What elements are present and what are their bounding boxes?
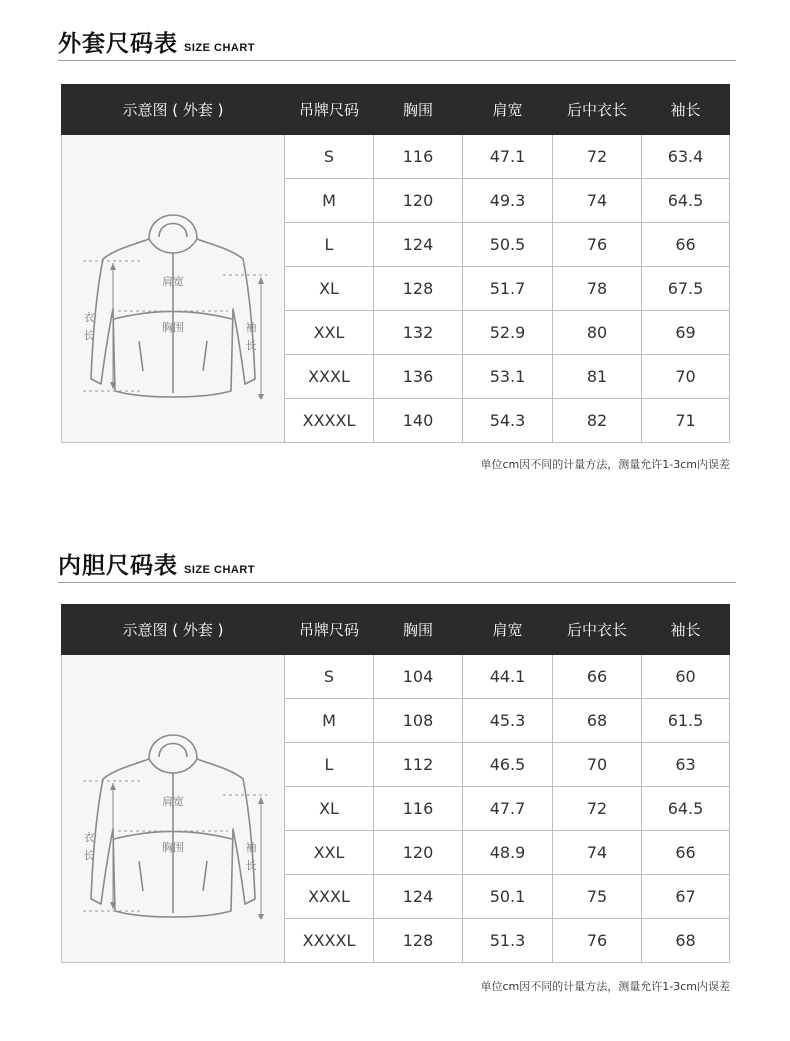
- length-cell: 75: [553, 875, 642, 919]
- chest-label: 胸围: [162, 840, 184, 854]
- size-cell: M: [285, 699, 374, 743]
- inner-measurement-note: 单位cm因不同的计量方法，测量允许1-3cm内误差: [480, 980, 730, 993]
- jacket-diagram-cell: [62, 655, 285, 963]
- sleeve-cell: 63: [642, 743, 730, 787]
- jacket-diagram-icon: [73, 179, 273, 399]
- chest-cell: 120: [374, 831, 463, 875]
- sleeve-cell: 69: [642, 311, 730, 355]
- table-row: [62, 655, 730, 699]
- size-cell: XL: [285, 787, 374, 831]
- outer-divider: [58, 60, 736, 61]
- size-cell: XXXL: [285, 875, 374, 919]
- sleeve-cell: 64.5: [642, 787, 730, 831]
- shoulder-cell: 54.3: [463, 399, 553, 443]
- sleeve-cell: 68: [642, 919, 730, 963]
- shoulder-cell: 44.1: [463, 655, 553, 699]
- sleeve-label-bottom: 长: [245, 858, 257, 872]
- chest-cell: 124: [374, 875, 463, 919]
- sleeve-cell: 67: [642, 875, 730, 919]
- inner-header-row: [62, 605, 730, 655]
- shoulder-cell: 47.1: [463, 135, 553, 179]
- length-cell: 66: [553, 655, 642, 699]
- chest-cell: 124: [374, 223, 463, 267]
- chest-cell: 128: [374, 267, 463, 311]
- size-cell: XL: [285, 267, 374, 311]
- chest-cell: 104: [374, 655, 463, 699]
- header-sleeve: 袖长: [642, 85, 730, 135]
- size-cell: XXL: [285, 311, 374, 355]
- shoulder-cell: 51.7: [463, 267, 553, 311]
- header-back-length: 后中衣长: [553, 85, 642, 135]
- table-row: [62, 135, 730, 179]
- size-cell: XXXXL: [285, 919, 374, 963]
- sleeve-label-top: 袖: [245, 840, 257, 854]
- shoulder-cell: 46.5: [463, 743, 553, 787]
- header-sleeve: 袖长: [642, 605, 730, 655]
- sleeve-label-bottom: 长: [245, 338, 257, 352]
- length-cell: 80: [553, 311, 642, 355]
- chest-cell: 136: [374, 355, 463, 399]
- chest-cell: 116: [374, 135, 463, 179]
- size-cell: XXL: [285, 831, 374, 875]
- shoulder-label: 肩宽: [162, 274, 184, 288]
- size-cell: L: [285, 223, 374, 267]
- header-chest: 胸围: [374, 605, 463, 655]
- chest-cell: 128: [374, 919, 463, 963]
- chest-cell: 116: [374, 787, 463, 831]
- outer-header-row: [62, 85, 730, 135]
- sleeve-label-top: 袖: [245, 320, 257, 334]
- header-shoulder: 肩宽: [463, 85, 553, 135]
- sleeve-cell: 66: [642, 223, 730, 267]
- length-cell: 72: [553, 787, 642, 831]
- size-cell: M: [285, 179, 374, 223]
- chest-cell: 132: [374, 311, 463, 355]
- size-cell: L: [285, 743, 374, 787]
- shoulder-label: 肩宽: [162, 794, 184, 808]
- length-cell: 82: [553, 399, 642, 443]
- header-chest: 胸围: [374, 85, 463, 135]
- inner-divider: [58, 582, 736, 583]
- length-label-bottom: 长: [83, 848, 95, 862]
- header-back-length: 后中衣长: [553, 605, 642, 655]
- shoulder-cell: 48.9: [463, 831, 553, 875]
- length-label-bottom: 长: [83, 328, 95, 342]
- shoulder-cell: 53.1: [463, 355, 553, 399]
- chest-cell: 112: [374, 743, 463, 787]
- chest-cell: 108: [374, 699, 463, 743]
- header-tag-size: 吊牌尺码: [285, 85, 374, 135]
- chest-label: 胸围: [162, 320, 184, 334]
- sleeve-cell: 63.4: [642, 135, 730, 179]
- inner-size-table: [61, 604, 730, 963]
- length-cell: 72: [553, 135, 642, 179]
- length-cell: 68: [553, 699, 642, 743]
- chest-cell: 140: [374, 399, 463, 443]
- sleeve-cell: 61.5: [642, 699, 730, 743]
- jacket-diagram-icon: [73, 699, 273, 919]
- shoulder-cell: 49.3: [463, 179, 553, 223]
- outer-measurement-note: 单位cm因不同的计量方法，测量允许1-3cm内误差: [480, 458, 730, 471]
- sleeve-cell: 67.5: [642, 267, 730, 311]
- shoulder-cell: 47.7: [463, 787, 553, 831]
- jacket-diagram-cell: [62, 135, 285, 443]
- outer-title: 外套尺码表: [58, 31, 178, 57]
- header-diagram: 示意图 ( 外套 ): [62, 85, 285, 135]
- sleeve-cell: 64.5: [642, 179, 730, 223]
- size-cell: S: [285, 655, 374, 699]
- header-tag-size: 吊牌尺码: [285, 605, 374, 655]
- shoulder-cell: 51.3: [463, 919, 553, 963]
- sleeve-cell: 70: [642, 355, 730, 399]
- sleeve-cell: 66: [642, 831, 730, 875]
- shoulder-cell: 52.9: [463, 311, 553, 355]
- length-cell: 76: [553, 919, 642, 963]
- length-label-top: 衣: [83, 310, 95, 324]
- shoulder-cell: 50.5: [463, 223, 553, 267]
- header-shoulder: 肩宽: [463, 605, 553, 655]
- outer-heading: [58, 24, 255, 58]
- shoulder-cell: 50.1: [463, 875, 553, 919]
- length-cell: 78: [553, 267, 642, 311]
- size-cell: XXXXL: [285, 399, 374, 443]
- length-cell: 70: [553, 743, 642, 787]
- size-cell: XXXL: [285, 355, 374, 399]
- sleeve-cell: 71: [642, 399, 730, 443]
- length-label-top: 衣: [83, 830, 95, 844]
- outer-size-table: [61, 84, 730, 443]
- chest-cell: 120: [374, 179, 463, 223]
- inner-heading: [58, 546, 255, 580]
- shoulder-cell: 45.3: [463, 699, 553, 743]
- length-cell: 81: [553, 355, 642, 399]
- inner-subtitle: SIZE CHART: [184, 564, 255, 576]
- size-cell: S: [285, 135, 374, 179]
- sleeve-cell: 60: [642, 655, 730, 699]
- length-cell: 74: [553, 831, 642, 875]
- length-cell: 74: [553, 179, 642, 223]
- length-cell: 76: [553, 223, 642, 267]
- outer-subtitle: SIZE CHART: [184, 42, 255, 54]
- header-diagram: 示意图 ( 外套 ): [62, 605, 285, 655]
- inner-title: 内胆尺码表: [58, 553, 178, 579]
